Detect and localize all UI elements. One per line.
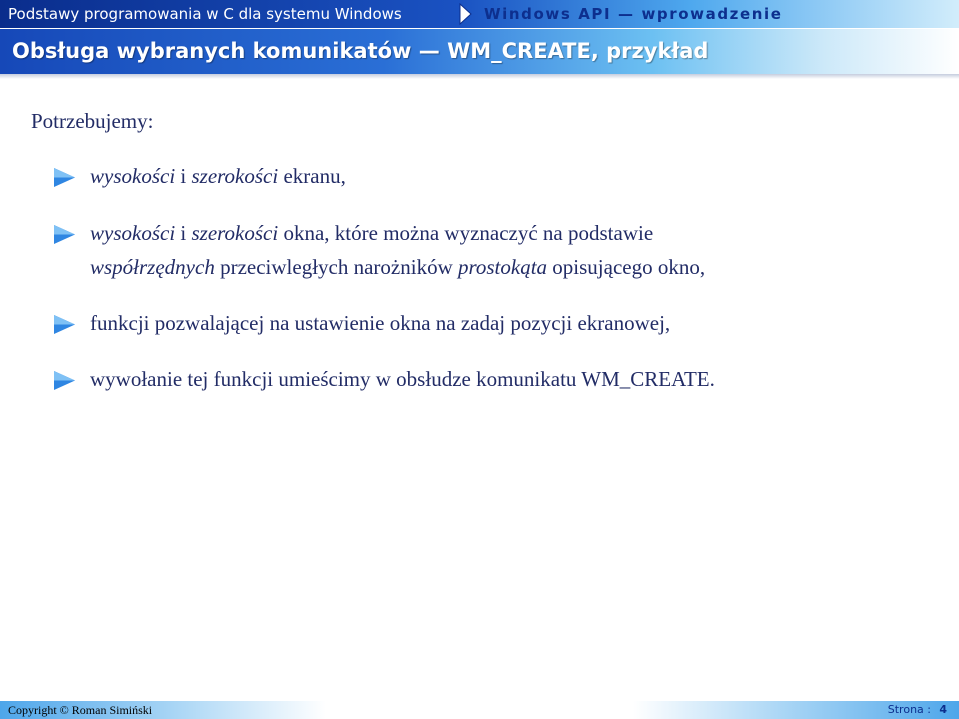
triangle-bullet-icon (52, 224, 76, 245)
bullet-item (90, 367, 715, 392)
copyright-text: Copyright © Roman Simiński (8, 703, 153, 717)
triangle-bullet-icon (52, 167, 76, 188)
text-emphasis: wysokości (90, 164, 176, 188)
title-bar-shadow (0, 74, 959, 79)
footer-bar (0, 701, 959, 719)
bullet-item (90, 164, 346, 189)
text-run: i (175, 221, 192, 245)
page-number: 4 (939, 703, 947, 716)
text-emphasis: prostokąta (457, 255, 548, 279)
bullet-item (90, 311, 670, 336)
text-run: ekranu, (278, 164, 346, 188)
text-emphasis: wysokości (90, 221, 176, 245)
text-emphasis: współrzędnych (90, 255, 215, 279)
text-emphasis: szerokości (191, 221, 279, 245)
slide-title-bar (0, 29, 959, 74)
section-title: Windows API — wprowadzenie (484, 5, 783, 23)
header-bar (0, 0, 959, 28)
text-run: wywołanie tej funkcji umieścimy w obsłudze komunikatu WM_CREATE. (90, 367, 715, 391)
triangle-bullet-icon (52, 370, 76, 391)
text-run: funkcji pozwalającej na ustawienie okna na zadaj pozycji ekranowej, (90, 311, 671, 335)
text-run: i (175, 164, 192, 188)
text-run: okna, które można wyznaczyć na podstawie (278, 221, 654, 245)
course-title: Podstawy programowania w C dla systemu Windows (8, 5, 402, 23)
text-emphasis: szerokości (191, 164, 279, 188)
bullet-item-continuation (90, 255, 705, 280)
text-run: przeciwległych narożników (214, 255, 458, 279)
page-label: Strona : (887, 703, 931, 716)
bullet-item (90, 221, 653, 246)
intro-text: Potrzebujemy: (31, 109, 154, 133)
text-run: opisującego okno, (547, 255, 706, 279)
chevron-right-icon (458, 3, 472, 25)
triangle-bullet-icon (52, 314, 76, 335)
slide-title: Obsługa wybranych komunikatów — WM_CREATE, przykład (12, 39, 709, 63)
